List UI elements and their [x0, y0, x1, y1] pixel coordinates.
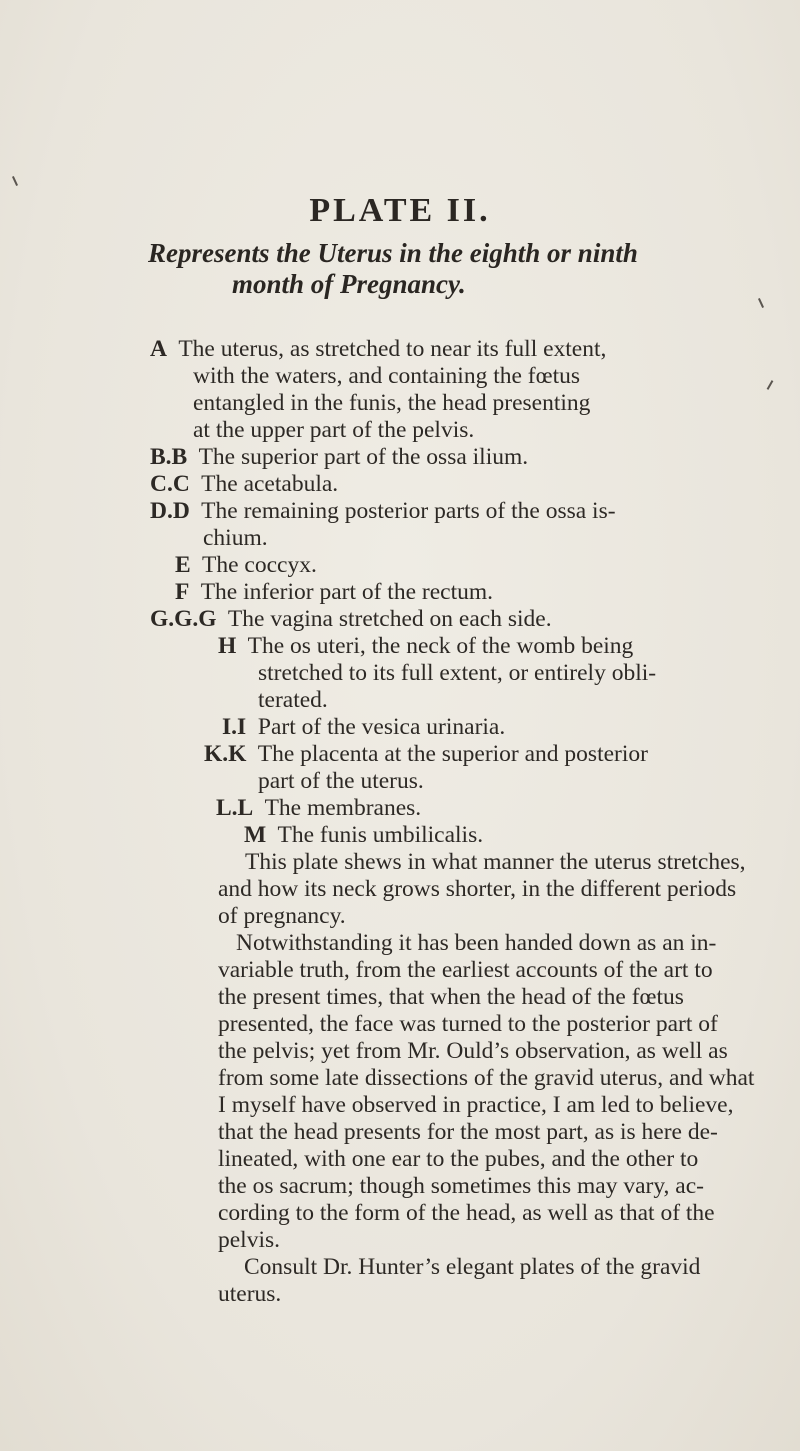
legend-item-II: I.I Part of the vesica urinaria. [222, 714, 506, 740]
legend-item-DD: D.D The remaining posterior parts of the ossa is- [150, 498, 616, 524]
legend-item-A: A The uterus, as stretched to near its full extent, [150, 336, 607, 362]
plate-subtitle-line-1: Represents the Uterus in the eighth or ninth [148, 238, 638, 268]
paragraph-2-line: variable truth, from the earliest accounts of the art to [218, 957, 713, 983]
legend-item-BB: B.B The superior part of the ossa ilium. [150, 444, 529, 470]
paragraph-1-line: This plate shews in what manner the uterus stretches, [245, 849, 746, 875]
paragraph-2-line: that the head presents for the most part, as is here de- [218, 1119, 718, 1145]
plate-title: PLATE II. [309, 192, 491, 229]
paragraph-1-line: of pregnancy. [218, 903, 346, 929]
legend-line: entangled in the funis, the head presenting [193, 390, 591, 416]
paragraph-2-line: cording to the form of the head, as well as that of the [218, 1200, 715, 1226]
legend-item-GGG: G.G.G The vagina stretched on each side. [150, 606, 552, 632]
legend-item-CC: C.C The acetabula. [150, 471, 339, 497]
legend-item-H: H The os uteri, the neck of the womb being [218, 633, 634, 659]
legend-line: part of the uterus. [258, 768, 424, 794]
paragraph-2-line: from some late dissections of the gravid uterus, and what [218, 1065, 755, 1091]
legend-item-F: F The inferior part of the rectum. [175, 579, 494, 605]
paragraph-2-line: presented, the face was turned to the posterior part of [218, 1011, 718, 1037]
paragraph-2-line: Notwithstanding it has been handed down as an in- [236, 930, 717, 956]
page-speck [12, 176, 18, 186]
page-speck [767, 380, 774, 390]
page-speck [758, 298, 764, 308]
legend-item-E: E The coccyx. [175, 552, 317, 578]
legend-item-M: M The funis umbilicalis. [244, 822, 484, 848]
legend-item-KK: K.K The placenta at the superior and posterior [204, 741, 648, 767]
paragraph-2-line: the os sacrum; though sometimes this may vary, ac- [218, 1173, 704, 1199]
legend-line: with the waters, and containing the fœtus [193, 363, 581, 389]
paragraph-3-line: Consult Dr. Hunter’s elegant plates of the gravid [244, 1254, 701, 1280]
paragraph-1-line: and how its neck grows shorter, in the different periods [218, 876, 737, 902]
paragraph-2-line: I myself have observed in practice, I am led to believe, [218, 1092, 734, 1118]
legend-line: chium. [203, 525, 268, 551]
legend-line: at the upper part of the pelvis. [193, 417, 475, 443]
plate-subtitle-line-2: month of Pregnancy. [232, 269, 466, 299]
legend-item-LL: L.L The membranes. [216, 795, 422, 821]
paragraph-2-line: the present times, that when the head of the fœtus [218, 984, 684, 1010]
legend-line: stretched to its full extent, or entirely obli- [258, 660, 657, 686]
paragraph-3-line: uterus. [218, 1281, 282, 1307]
paragraph-2-line: lineated, with one ear to the pubes, and the other to [218, 1146, 699, 1172]
paragraph-2-line: pelvis. [218, 1227, 281, 1253]
paragraph-2-line: the pelvis; yet from Mr. Ould’s observation, as well as [218, 1038, 728, 1064]
legend-line: terated. [258, 687, 328, 713]
